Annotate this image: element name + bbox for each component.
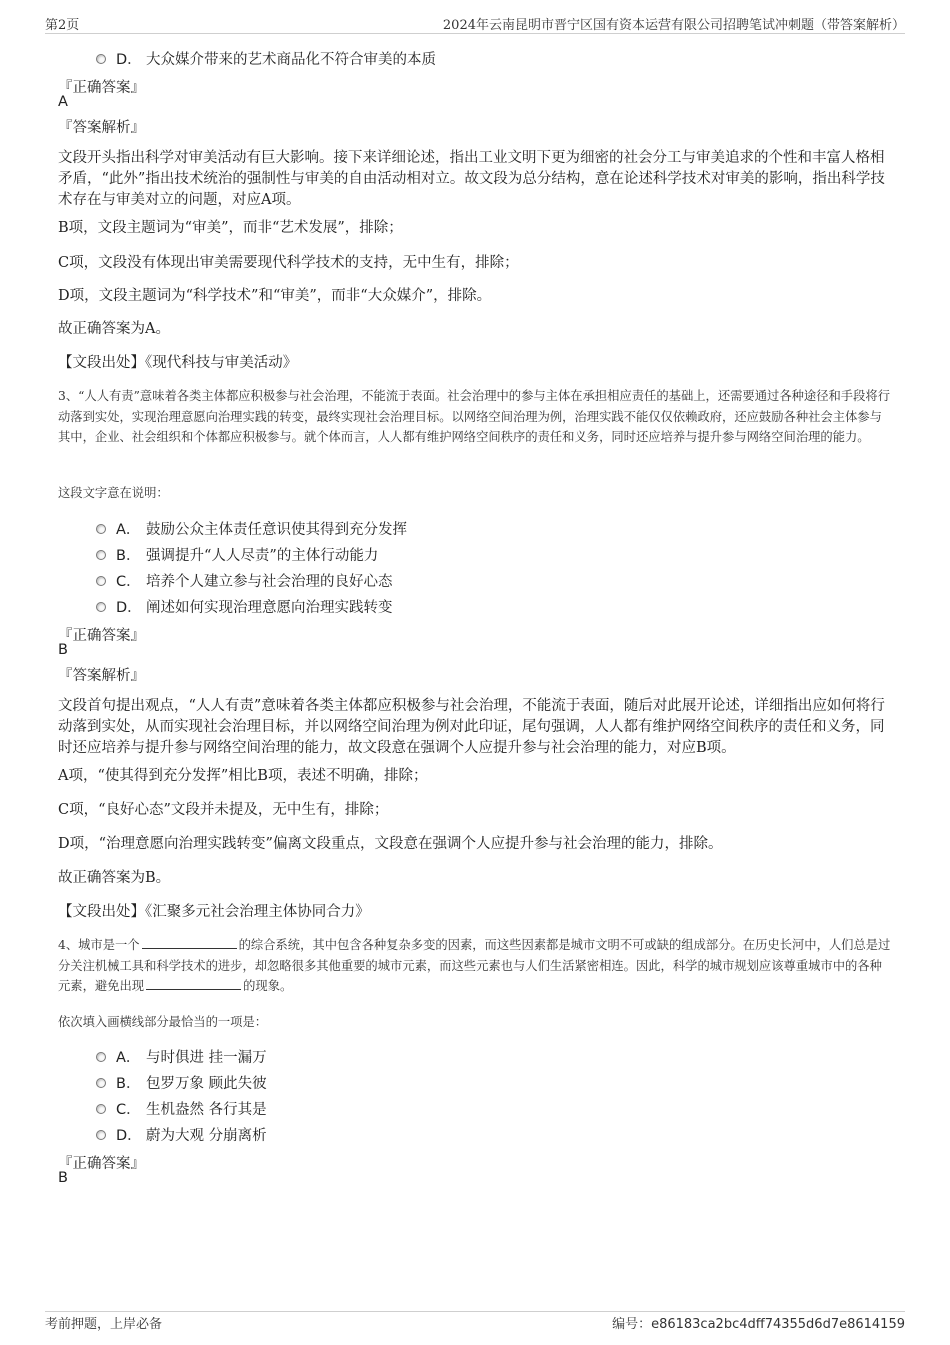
document-code: 编号：e86183ca2bc4dff74355d6d7e8614159 [612, 1317, 905, 1332]
q2-source: 【文段出处】《现代科技与审美活动》 [58, 355, 298, 371]
radio-icon[interactable] [96, 550, 106, 560]
footer-divider [45, 1311, 905, 1312]
q4-option-a[interactable]: A． 与时俱进 挂一漏万 [96, 1046, 267, 1067]
q2-analysis-paragraph: 故正确答案为A。 [58, 321, 170, 337]
q4-prompt: 依次填入画横线部分最恰当的一项是： [58, 1015, 268, 1029]
q3-analysis-paragraph: A项，“使其得到充分发挥”相比B项，表述不明确，排除； [58, 768, 428, 784]
q2-analysis-label: 『答案解析』 [58, 120, 145, 136]
q4-option-c[interactable]: C． 生机盎然 各行其是 [96, 1098, 267, 1119]
q2-analysis-paragraph: D项，文段主题词为“科学技术”和“审美”，而非“大众媒介”，排除。 [58, 288, 492, 304]
q3-option-d[interactable]: D． 阐述如何实现治理意愿向治理实践转变 [96, 596, 393, 617]
q3-option-b[interactable]: B． 强调提升“人人尽责”的主体行动能力 [96, 544, 378, 565]
q3-analysis-paragraph: 故正确答案为B。 [58, 870, 171, 886]
q3-question-text: 3、“人人有责”意味着各类主体都应积极参与社会治理，不能流于表面。社会治理中的参与主体在承担相应责任的基础上，还需要通过各种途径和手段将行动落到实处，实现治理意愿向治理实践的转变，最终实现社会治理目标。以网络空间治理为例，治理实践不能仅仅依赖政府，还应鼓励各种社会主体参与其中，企业、社会组织和个体都应积极参与。就个体而言，人人都有维护网络空间秩序的责任和义务，同时还应培养与提升参与网络空间治理的能力。 [58, 389, 890, 444]
radio-icon[interactable] [96, 1104, 106, 1114]
q2-answer: A [58, 94, 68, 110]
fill-blank [146, 977, 241, 990]
q3-analysis-paragraph: 文段首句提出观点，“人人有责”意味着各类主体都应积极参与社会治理，不能流于表面，随后对此展开论述，详细指出应如何将行动落到实处，从而实现社会治理目标，并以网络空间治理为例对此印证，尾句强调，人人都有维护网络空间秩序的责任和义务，同时还应培养与提升参与网络空间治理的能力，故文段意在强调个人应提升参与社会治理的能力，对应B项。 [58, 698, 885, 756]
radio-icon[interactable] [96, 1130, 106, 1140]
q3-prompt: 这段文字意在说明： [58, 486, 169, 500]
q4-answer-label: 『正确答案』 [58, 1156, 145, 1172]
q4-answer: B [58, 1170, 68, 1186]
radio-icon[interactable] [96, 54, 106, 64]
q2-analysis-paragraph: B项，文段主题词为“审美”，而非“艺术发展”，排除； [58, 220, 403, 236]
q3-analysis-paragraph: D项，“治理意愿向治理实践转变”偏离文段重点，文段意在强调个人应提升参与社会治理的能力，排除。 [58, 836, 723, 852]
q4-option-d[interactable]: D． 蔚为大观 分崩离析 [96, 1124, 267, 1145]
radio-icon[interactable] [96, 1052, 106, 1062]
radio-icon[interactable] [96, 576, 106, 586]
q4-option-b[interactable]: B． 包罗万象 顾此失彼 [96, 1072, 267, 1093]
document-title: 2024年云南昆明市晋宁区国有资本运营有限公司招聘笔试冲刺题（带答案解析） [442, 18, 905, 33]
q2-analysis-paragraph: C项，文段没有体现出审美需要现代科学技术的支持，无中生有，排除； [58, 255, 519, 271]
q2-option-d[interactable]: D． 大众媒介带来的艺术商品化不符合审美的本质 [96, 48, 436, 69]
q3-answer: B [58, 642, 68, 658]
q3-analysis-paragraph: C项，“良好心态”文段并未提及，无中生有，排除； [58, 802, 389, 818]
q2-answer-label: 『正确答案』 [58, 80, 145, 96]
radio-icon[interactable] [96, 1078, 106, 1088]
page-number: 第2页 [45, 18, 80, 33]
footer-slogan: 考前押题，上岸必备 [45, 1317, 163, 1332]
radio-icon[interactable] [96, 602, 106, 612]
q2-analysis-paragraph: 文段开头指出科学对审美活动有巨大影响。接下来详细论述，指出工业文明下更为细密的社会分工与审美追求的个性和丰富人格相矛盾，“此外”指出技术统治的强制性与审美的自由活动相对立。故文段为总分结构，意在论述科学技术对审美的影响，指出科学技术存在与审美对立的问题，对应A项。 [58, 150, 885, 208]
q4-question-text: 4、城市是一个 的综合系统，其中包含各种复杂多变的因素，而这些因素都是城市文明不可或缺的组成部分。在历史长河中，人们总是过分关注机械工具和科学技术的进步，却忽略很多其他重要的城市元素，而这些元素也与人们生活紧密相连。因此，科学的城市规划应该尊重城市中的各种元素，避免出现 的现象。 [58, 938, 891, 993]
q3-option-c[interactable]: C． 培养个人建立参与社会治理的良好心态 [96, 570, 393, 591]
q3-answer-label: 『正确答案』 [58, 628, 145, 644]
header-divider [45, 33, 905, 34]
q3-option-a[interactable]: A． 鼓励公众主体责任意识使其得到充分发挥 [96, 518, 407, 539]
radio-icon[interactable] [96, 524, 106, 534]
q3-analysis-label: 『答案解析』 [58, 668, 145, 684]
fill-blank [142, 936, 237, 949]
q3-source: 【文段出处】《汇聚多元社会治理主体协同合力》 [58, 904, 370, 920]
